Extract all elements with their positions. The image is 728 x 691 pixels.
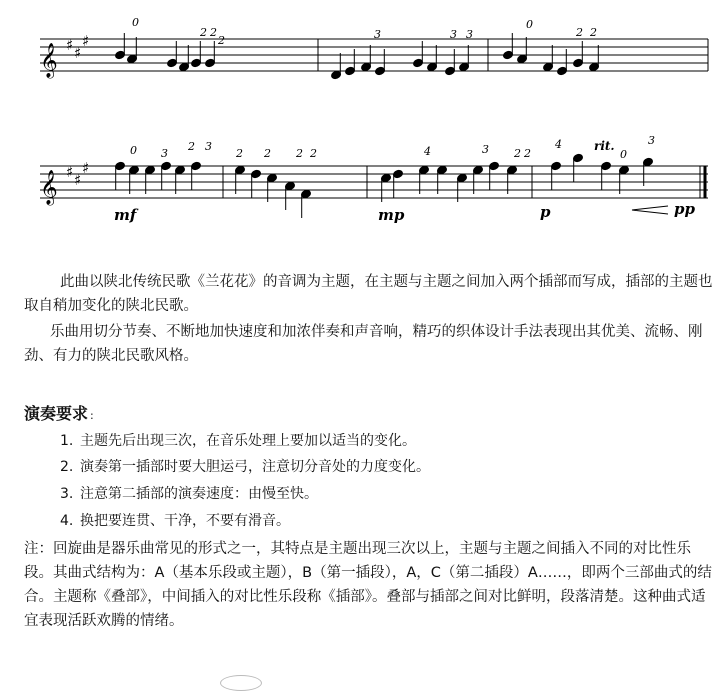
requirement-number: 2. xyxy=(60,459,74,475)
fingering-number: 3 xyxy=(161,147,168,160)
fingering-number: 2 xyxy=(524,147,531,160)
fingering-number: 4 xyxy=(555,138,562,151)
fingering-number: 0 xyxy=(132,16,139,29)
requirement-text: 主题先后出现三次，在音乐处理上要加以适当的变化。 xyxy=(80,433,416,449)
requirement-item xyxy=(60,456,430,476)
sharp-icon: ♯ xyxy=(66,36,74,54)
fingering-number: 2 xyxy=(188,140,195,153)
requirement-number: 1. xyxy=(60,433,74,449)
intro-paragraph-2: 乐曲用切分节奏、不断地加快速度和加浓伴奏和声音响，精巧的织体设计手法表现出其优美、流畅、刚劲、有力的陕北民歌风格。 xyxy=(24,324,703,364)
requirement-number: 4. xyxy=(60,513,74,529)
staff-system-2 xyxy=(40,166,708,198)
fingering-number: 2 xyxy=(218,34,225,47)
fingering-number: 2 xyxy=(310,147,317,160)
fingering-number: 2 xyxy=(514,147,521,160)
music-score xyxy=(0,0,728,245)
fingering-number: 2 xyxy=(236,147,243,160)
requirement-item xyxy=(60,510,290,530)
requirement-number: 3. xyxy=(60,486,74,502)
fingering-number: 3 xyxy=(648,134,655,147)
treble-clef-icon: 𝄞 xyxy=(40,43,58,78)
dynamic-mark: mp xyxy=(378,206,405,224)
requirement-text: 换把要连贯、干净，不要有滑音。 xyxy=(80,513,290,529)
decrescendo-hairpin xyxy=(632,206,668,214)
fingering-number: 2 xyxy=(576,26,583,39)
page-ornament xyxy=(220,675,262,691)
staff-system-1 xyxy=(40,39,708,71)
requirement-text: 演奏第一插部时要大胆运弓，注意切分音处的力度变化。 xyxy=(80,459,430,475)
dynamic-mark: mf xyxy=(114,206,137,224)
fingering-number: 2 xyxy=(264,147,271,160)
form-note: 注：回旋曲是器乐曲常见的形式之一，其特点是主题出现三次以上，主题与主题之间插入不同的对比性乐段。其曲式结构为：A（基本乐段或主题），B（第一插段），A，C（第二插段）A……，即两个三部曲式的结合。主题称《叠部》，中间插入的对比性乐段称《插部》。叠部与插部之间对比鲜明，段落清楚。这种曲式适宜表现活跃欢腾的情绪。 xyxy=(24,541,712,629)
sharp-icon: ♯ xyxy=(74,44,82,62)
sharp-icon: ♯ xyxy=(82,159,90,177)
fingering-number: 3 xyxy=(466,28,473,41)
fingering-number: 4 xyxy=(424,145,431,158)
requirement-text: 注意第二插部的演奏速度：由慢至快。 xyxy=(80,486,318,502)
sharp-icon: ♯ xyxy=(66,163,74,181)
fingering-number: 3 xyxy=(374,28,381,41)
sharp-icon: ♯ xyxy=(82,32,90,50)
requirement-item xyxy=(60,430,416,450)
fingering-number: 2 xyxy=(296,147,303,160)
intro-paragraph-1: 此曲以陕北传统民歌《兰花花》的音调为主题，在主题与主题之间加入两个插部而写成，插部的主题也取自稍加变化的陕北民歌。 xyxy=(24,274,713,314)
requirements-colon: : xyxy=(90,409,94,422)
fingering-number: 2 xyxy=(210,26,217,39)
fingering-number: 3 xyxy=(205,140,212,153)
fingering-number: 2 xyxy=(200,26,207,39)
tempo-mark: rit. xyxy=(594,139,615,153)
requirement-item xyxy=(60,483,318,503)
requirements-title: 演奏要求 xyxy=(24,404,89,423)
dynamic-mark: pp xyxy=(674,200,695,218)
fingering-number: 3 xyxy=(450,28,457,41)
fingering-number: 3 xyxy=(482,143,489,156)
fingering-number: 0 xyxy=(130,144,137,157)
sharp-icon: ♯ xyxy=(74,171,82,189)
treble-clef-icon: 𝄞 xyxy=(40,170,58,205)
fingering-number: 2 xyxy=(590,26,597,39)
requirements-heading xyxy=(24,401,94,424)
fingering-number: 0 xyxy=(620,148,627,161)
dynamic-mark: p xyxy=(540,203,551,221)
fingering-number: 0 xyxy=(526,18,533,31)
